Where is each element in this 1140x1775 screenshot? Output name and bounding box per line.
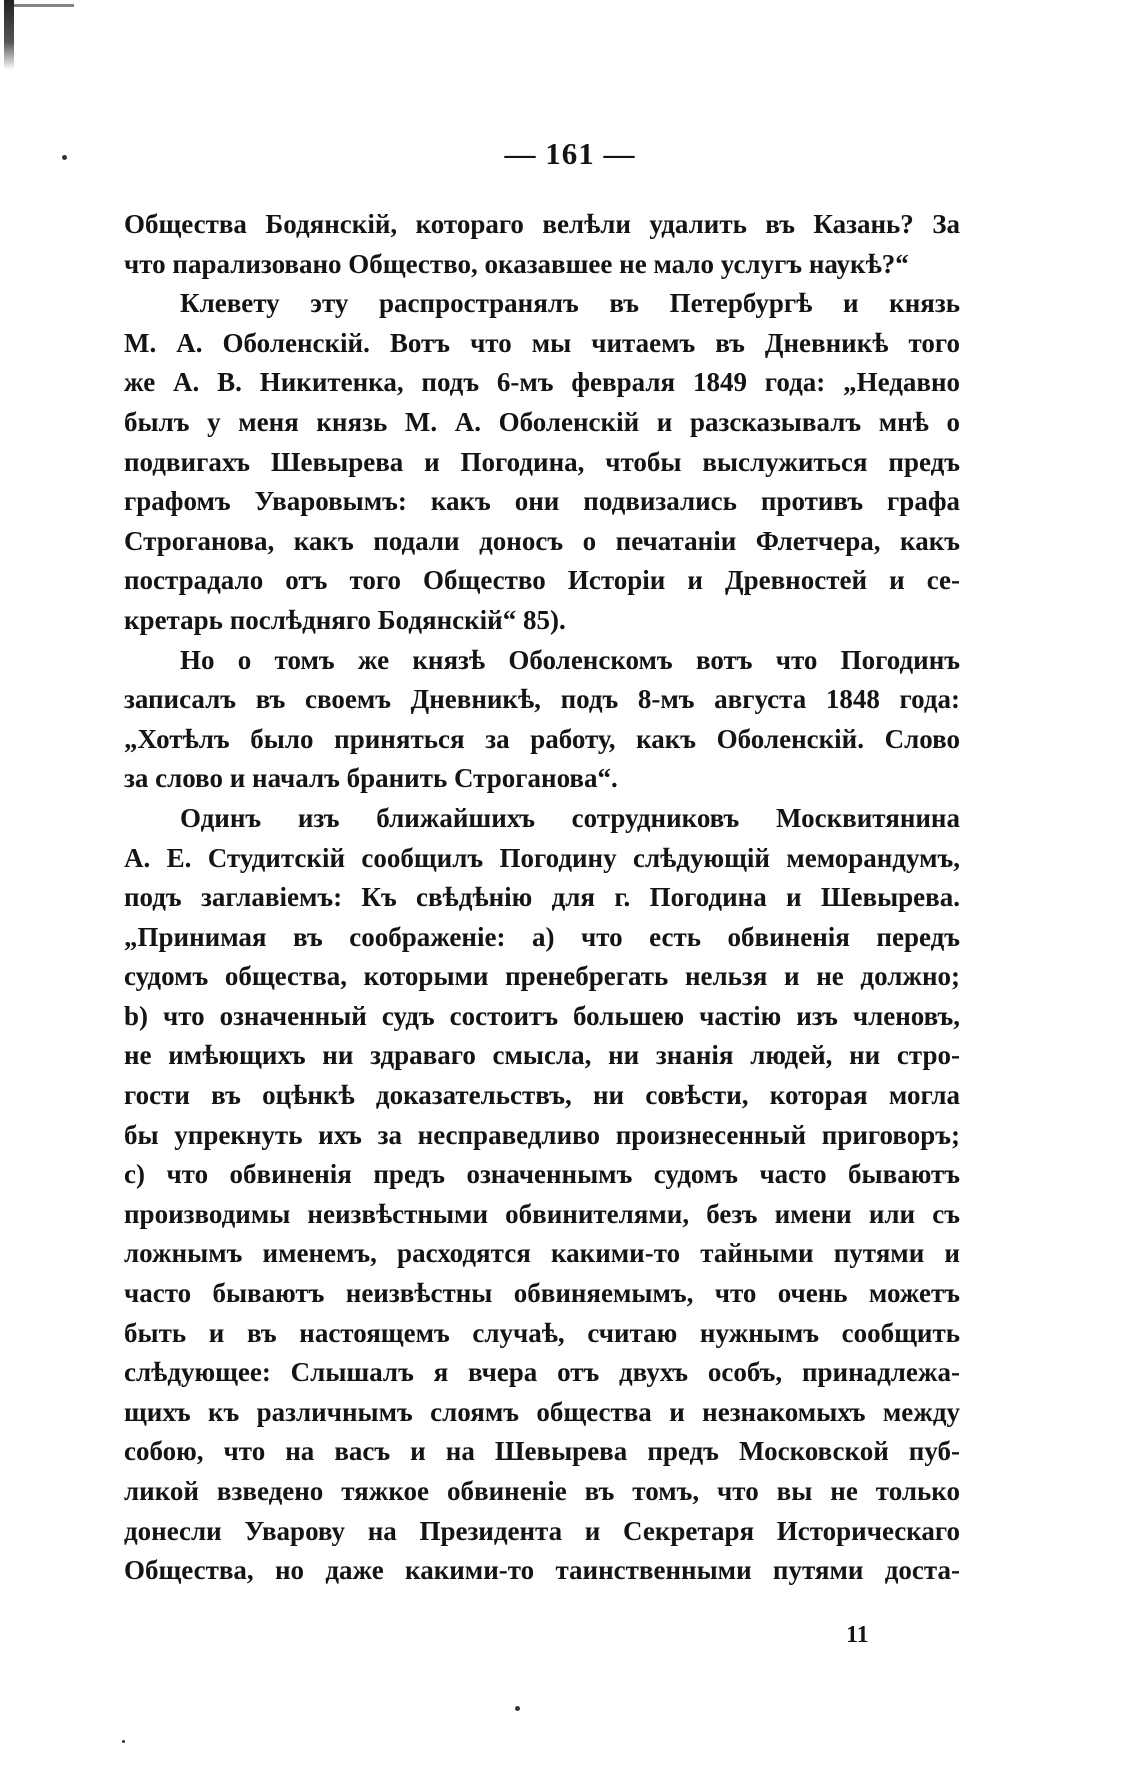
signature-mark: 11 (846, 1622, 869, 1648)
text-line: Общества, но даже какими-то таинственными путями доста- (124, 1555, 960, 1586)
scan-speck (122, 1740, 125, 1743)
text-line: былъ у меня князь М. А. Оболенскій и разсказывалъ мнѣ о (124, 406, 960, 437)
page-number: — 161 — (504, 136, 636, 171)
text-line: же А. В. Никитенка, подъ 6-мъ февраля 1849 года: „Недавно (124, 367, 960, 398)
text-line: за слово и началъ бранить Строганова“. (124, 763, 618, 794)
text-line: производимы неизвѣстными обвинителями, безъ имени или съ (124, 1198, 960, 1229)
text-line: что парализовано Общество, оказавшее не мало услугъ наукѣ?“ (124, 248, 909, 279)
text-line: слѣдующее: Слышалъ я вчера отъ двухъ особъ, принадлежа- (124, 1357, 960, 1388)
text-line: подъ заглавіемъ: Къ свѣдѣнію для г. Погодина и Шевырева. (124, 882, 960, 913)
scan-speck (515, 1706, 520, 1711)
text-line: А. Е. Студитскій сообщилъ Погодину слѣдующій меморандумъ, (124, 842, 960, 873)
text-line: судомъ общества, которыми пренебрегать нельзя и не должно; (124, 961, 960, 992)
text-line: щихъ къ различнымъ слоямъ общества и незнакомыхъ между (124, 1396, 960, 1427)
text-line: c) что обвиненія предъ означеннымъ судомъ часто бываютъ (124, 1159, 960, 1190)
text-line: бы упрекнуть ихъ за несправедливо произнесенный приговоръ; (124, 1119, 960, 1150)
text-line: Одинъ изъ ближайшихъ сотрудниковъ Москвитянина (180, 802, 960, 833)
text-line: не имѣющихъ ни здраваго смысла, ни знанія людей, ни стро- (124, 1040, 960, 1071)
text-line: пострадало отъ того Общество Исторіи и Древностей и се- (124, 565, 960, 596)
text-line: кретарь послѣдняго Бодянскій“ 85). (124, 604, 566, 635)
text-line: подвигахъ Шевырева и Погодина, чтобы выслужиться предъ (124, 446, 960, 477)
scan-edge-mark (4, 0, 14, 70)
text-line: ликой взведено тяжкое обвиненіе въ томъ, что вы не только (124, 1476, 960, 1506)
text-line: „Принимая въ соображеніе: a) что есть обвиненія передъ (124, 921, 960, 952)
text-line: „Хотѣлъ было приняться за работу, какъ Оболенскій. Слово (124, 723, 960, 754)
text-line: Клевету эту распространялъ въ Петербургѣ и князь (180, 288, 960, 319)
scan-edge-streak (14, 4, 74, 7)
text-line: донесли Уварову на Президента и Секретаря Историческаго (124, 1515, 960, 1546)
text-line: М. А. Оболенскій. Вотъ что мы читаемъ въ Дневникѣ того (124, 327, 960, 358)
text-line: ложнымъ именемъ, расходятся какими-то тайными путями и (124, 1238, 960, 1269)
text-line: Строганова, какъ подали доносъ о печатаніи Флетчера, какъ (124, 525, 960, 556)
text-line: гости въ оцѣнкѣ доказательствъ, ни совѣсти, которая могла (124, 1080, 960, 1111)
text-line: b) что означенный судъ состоитъ большею частію изъ членовъ, (124, 1000, 960, 1031)
text-line: Но о томъ же князѣ Оболенскомъ вотъ что Погодинъ (180, 644, 960, 675)
text-line: Общества Бодянскій, котораго велѣли удалить въ Казань? За (124, 209, 960, 239)
body-text (124, 205, 960, 1591)
text-line: записалъ въ своемъ Дневникѣ, подъ 8-мъ августа 1848 года: (124, 684, 960, 715)
text-line: часто бываютъ неизвѣстны обвиняемымъ, что очень можетъ (124, 1278, 960, 1309)
text-line: собою, что на васъ и на Шевырева предъ Московской пуб- (124, 1436, 960, 1467)
text-line: быть и въ настоящемъ случаѣ, считаю нужнымъ сообщить (124, 1317, 960, 1348)
text-line: графомъ Уваровымъ: какъ они подвизались противъ графа (124, 486, 960, 517)
